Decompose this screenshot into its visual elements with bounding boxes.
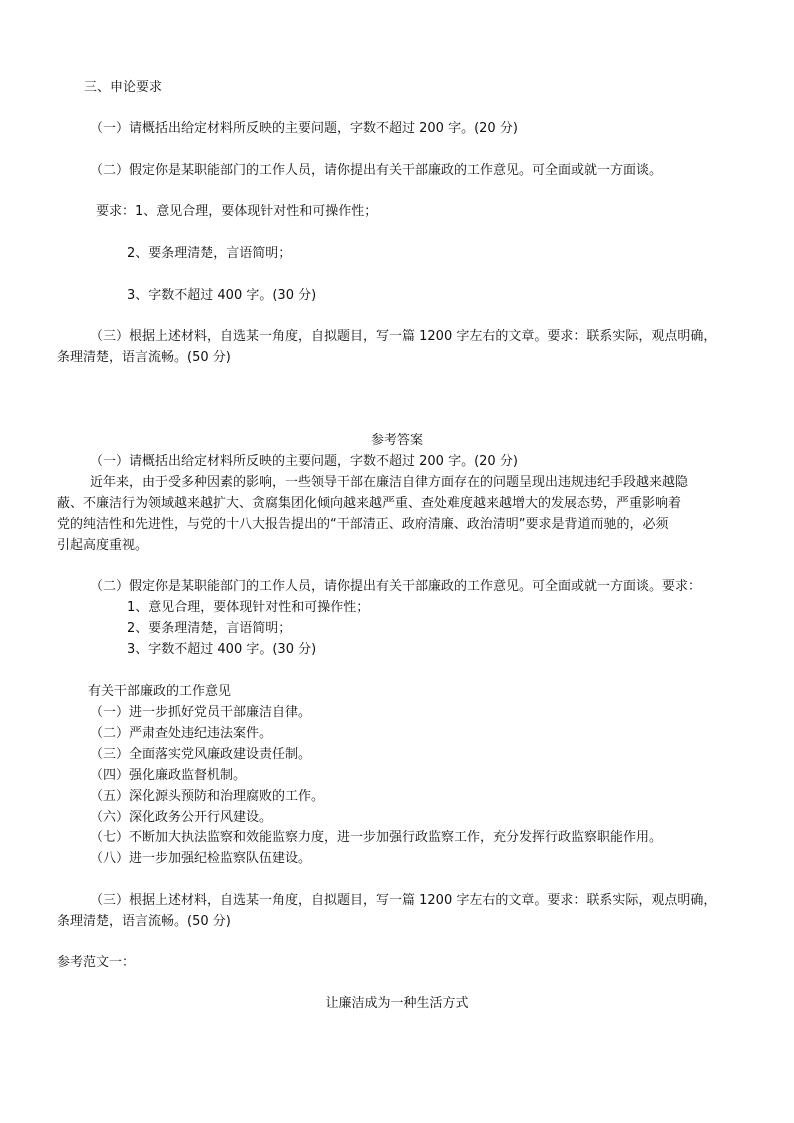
list-item: （五）深化源头预防和治理腐败的工作。 <box>90 789 325 804</box>
list-item: （三）全面落实党风廉政建设责任制。 <box>90 747 312 762</box>
question-3-line-1: （三）根据上述材料，自选某一角度，自拟题目，写一篇 1200 字左右的文章。要求：联系实际，观点明确， <box>90 329 717 344</box>
answer-1-paragraph-line: 近年来，由于受多种因素的影响，一些领导干部在廉洁自律方面存在的问题呈现出违规违纪手段越来越隐 <box>90 475 689 490</box>
answer-1-paragraph-line: 党的纯洁性和先进性，与党的十八大报告提出的“干部清正、政府清廉、政治清明”要求是背道而驰的，必须 <box>57 517 669 532</box>
answer-1-paragraph-line: 蔽、不廉洁行为领域越来越扩大、贪腐集团化倾向越来越严重、查处难度越来越增大的发展态势，严重影响着 <box>57 496 682 511</box>
list-item: （二）严肃查处违纪违法案件。 <box>90 726 273 741</box>
requirement-3: 3、字数不超过 400 字。(30 分) <box>127 288 317 303</box>
answer-2-question: （二）假定你是某职能部门的工作人员，请你提出有关干部廉政的工作意见。可全面或就一方面谈。要求： <box>90 579 702 594</box>
answer-3-question-line-1: （三）根据上述材料，自选某一角度，自拟题目，写一篇 1200 字左右的文章。要求：联系实际，观点明确， <box>90 893 717 908</box>
list-item: （四）强化廉政监督机制。 <box>90 768 247 783</box>
list-item: （八）进一步加强纪检监察队伍建设。 <box>90 851 312 866</box>
sample-essay-title: 让廉洁成为一种生活方式 <box>325 996 469 1011</box>
opinions-title: 有关干部廉政的工作意见 <box>88 684 232 699</box>
section-heading: 三、申论要求 <box>84 80 163 95</box>
answer-2-requirement: 1、意见合理，要体现针对性和可操作性； <box>127 600 370 615</box>
answers-title: 参考答案 <box>370 433 423 448</box>
answer-1-paragraph-line: 引起高度重视。 <box>57 538 149 553</box>
list-item: （六）深化政务公开行风建设。 <box>90 810 273 825</box>
question-3-line-2: 条理清楚，语言流畅。(50 分) <box>57 350 231 365</box>
answer-3-question-line-2: 条理清楚，语言流畅。(50 分) <box>57 914 231 929</box>
answer-2-requirement: 3、字数不超过 400 字。(30 分) <box>127 642 317 657</box>
list-item: （七）不断加大执法监察和效能监察力度，进一步加强行政监察工作，充分发挥行政监察职能作用。 <box>90 830 663 845</box>
answer-2-requirement: 2、要条理清楚，言语简明； <box>127 621 292 636</box>
list-item: （一）进一步抓好党员干部廉洁自律。 <box>90 705 312 720</box>
question-2: （二）假定你是某职能部门的工作人员，请你提出有关干部廉政的工作意见。可全面或就一方面谈。 <box>90 163 663 178</box>
question-1: （一）请概括出给定材料所反映的主要问题，字数不超过 200 字。(20 分) <box>90 121 518 136</box>
requirement-1: 要求：1、意见合理，要体现针对性和可操作性； <box>96 204 378 219</box>
answer-1-question: （一）请概括出给定材料所反映的主要问题，字数不超过 200 字。(20 分) <box>90 454 518 469</box>
requirement-2: 2、要条理清楚，言语简明； <box>127 246 292 261</box>
sample-essay-label: 参考范文一： <box>57 955 136 970</box>
